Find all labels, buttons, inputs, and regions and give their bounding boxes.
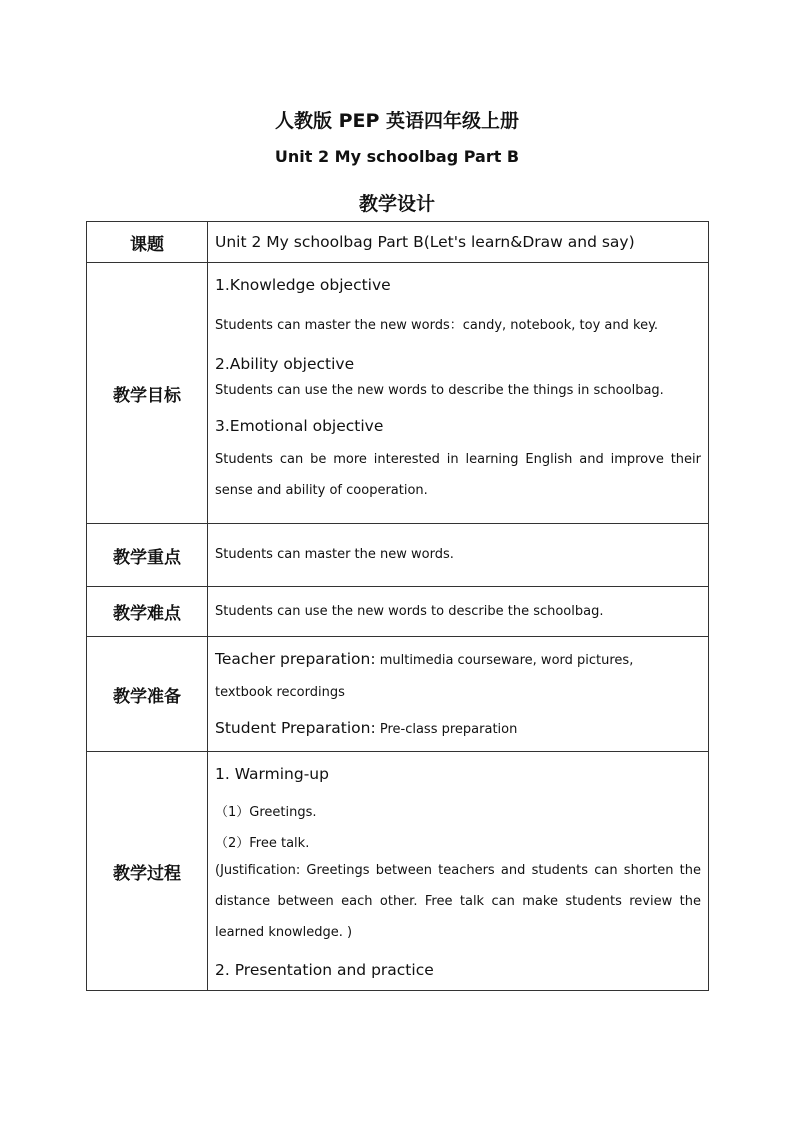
topic-label: 课题: [87, 222, 208, 263]
presentation-heading: 2. Presentation and practice: [215, 961, 434, 979]
lesson-plan-table: [86, 221, 709, 991]
difficulties-value: [208, 587, 709, 637]
emotional-text: Students can be more interested in learning English and improve their sense and ability of cooperation.: [215, 452, 701, 498]
teacher-preparation-text-2: textbook recordings: [215, 685, 345, 700]
knowledge-heading: 1.Knowledge objective: [215, 276, 391, 294]
document-title: 人教版 PEP 英语四年级上册: [274, 110, 520, 132]
difficulties-text: Students can use the new words to describe the schoolbag.: [215, 603, 604, 619]
key-points-text: Students can master the new words.: [215, 547, 454, 562]
row-objectives: [87, 263, 709, 524]
teacher-preparation-heading: Teacher preparation:: [215, 650, 376, 668]
document-type: 教学设计: [358, 193, 435, 215]
process-label: 教学过程: [87, 752, 208, 991]
preparation-label: 教学准备: [87, 637, 208, 752]
difficulties-label: 教学难点: [87, 587, 208, 637]
warming-up-heading: 1. Warming-up: [215, 765, 329, 783]
row-key-points: [87, 524, 709, 587]
objectives-content: [208, 263, 709, 524]
student-preparation-line: [215, 718, 701, 739]
teacher-preparation-text: multimedia courseware, word pictures,: [375, 653, 634, 668]
topic-value: Unit 2 My schoolbag Part B(Let's learn&Draw and say): [208, 222, 709, 263]
knowledge-text: Students can master the new words：candy, notebook, toy and key.: [215, 318, 659, 333]
objectives-label: 教学目标: [87, 263, 208, 524]
ability-text: Students can use the new words to describe the things in schoolbag.: [215, 383, 664, 398]
greetings-item: （1）Greetings.: [215, 805, 317, 820]
student-preparation-heading: Student Preparation:: [215, 719, 376, 737]
student-preparation-text: Pre-class preparation: [375, 722, 518, 737]
row-process: [87, 752, 709, 991]
key-points-value: [208, 524, 709, 587]
process-content: [208, 752, 709, 991]
free-talk-item: （2）Free talk.: [215, 836, 310, 851]
row-preparation: [87, 637, 709, 752]
emotional-heading: 3.Emotional objective: [215, 417, 384, 435]
preparation-content: [208, 637, 709, 752]
row-topic: [87, 222, 709, 263]
row-difficulties: [87, 587, 709, 637]
justification-text: (Justification: Greetings between teachers and students can shorten the distance between each other. Free talk can make students review the learned knowledge. ): [215, 863, 701, 940]
teacher-preparation-line: [215, 649, 701, 670]
document-subtitle: Unit 2 My schoolbag Part B: [274, 147, 520, 166]
ability-heading: 2.Ability objective: [215, 355, 355, 373]
key-points-label: 教学重点: [87, 524, 208, 587]
